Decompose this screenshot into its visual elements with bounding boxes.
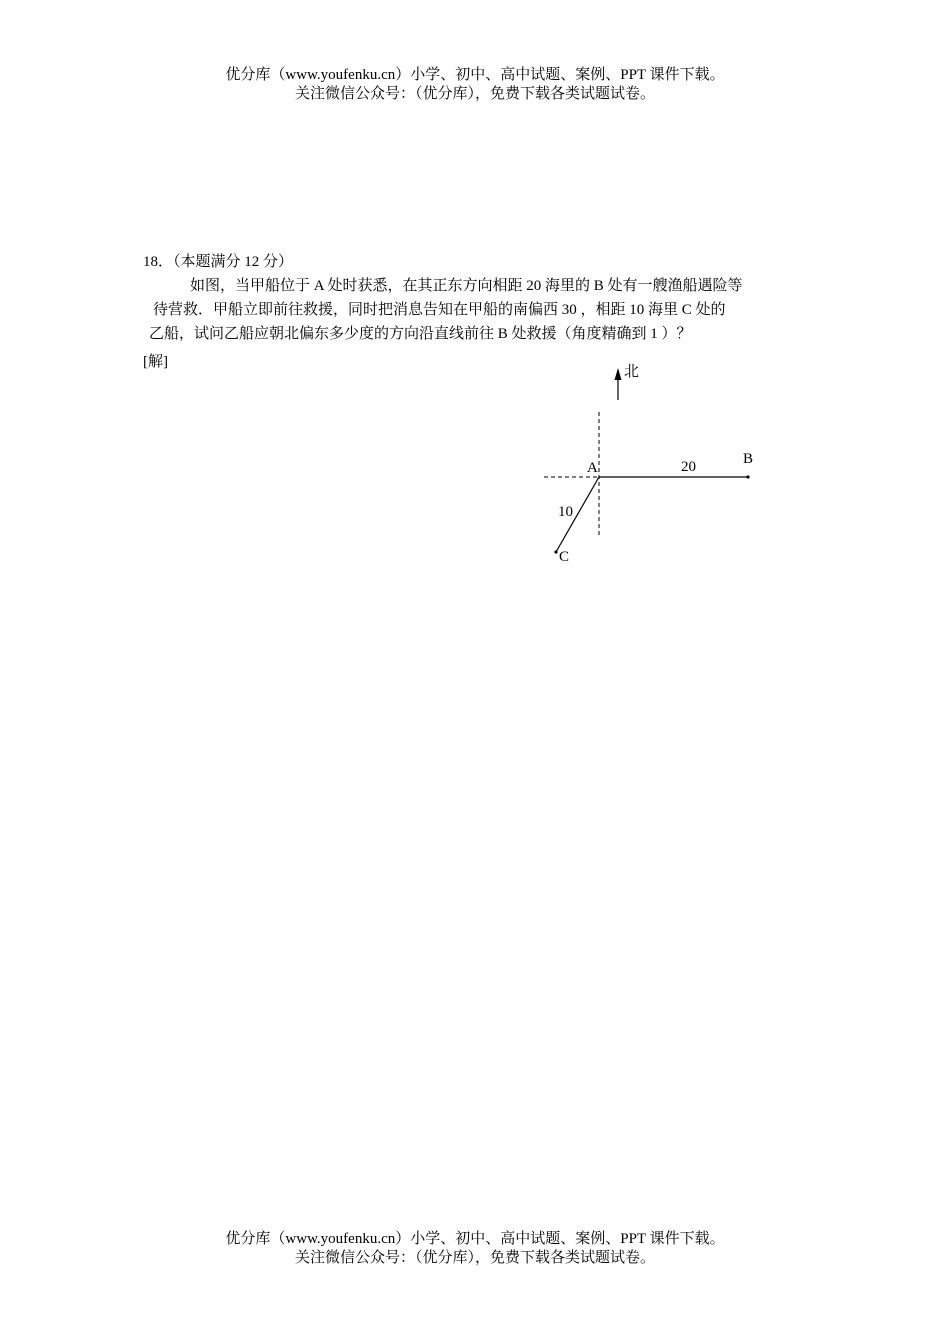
problem-18 [143, 250, 813, 346]
footer-line-1: 优分库（www.youfenku.cn）小学、初中、高中试题、案例、PPT 课件下载。 [225, 1231, 725, 1247]
point-c-dot [554, 550, 557, 553]
diagram-svg [535, 358, 775, 568]
problem-text-line-3: 乙船，试问乙船应朝北偏东多少度的方向沿直线前往 B 处救援（角度精确到 1 ）？ [149, 326, 692, 342]
point-c-label: C [559, 549, 570, 565]
north-arrow-head-icon [615, 368, 622, 380]
problem-statement [143, 274, 813, 346]
problem-number: 18． [143, 254, 174, 270]
header-line-2: 关注微信公众号：（优分库），免费下载各类试题试卷。 [294, 86, 655, 102]
problem-score: （本题满分 12 分） [173, 254, 294, 270]
ac-length-label: 10 [558, 504, 573, 520]
answer-label: [解] [143, 354, 168, 370]
point-b-label: B [743, 451, 754, 467]
page-footer [0, 1230, 950, 1268]
point-b-dot [746, 475, 749, 478]
problem-text-line-1: 如图，当甲船位于 A 处时获悉，在其正东方向相距 20 海里的 B 处有一艘渔船遇险等 [190, 278, 743, 294]
footer-line-2: 关注微信公众号：（优分库），免费下载各类试题试卷。 [294, 1250, 655, 1266]
problem-heading [143, 250, 813, 274]
navigation-diagram [535, 358, 775, 568]
ab-length-label: 20 [681, 459, 696, 475]
problem-text-line-2: 待营救．甲船立即前往救援，同时把消息告知在甲船的南偏西 30 ，相距 10 海里 C 处的 [153, 302, 726, 318]
page-header [0, 66, 950, 104]
north-label: 北 [624, 364, 640, 380]
point-a-label: A [587, 460, 598, 476]
header-line-1: 优分库（www.youfenku.cn）小学、初中、高中试题、案例、PPT 课件下载。 [225, 67, 725, 83]
